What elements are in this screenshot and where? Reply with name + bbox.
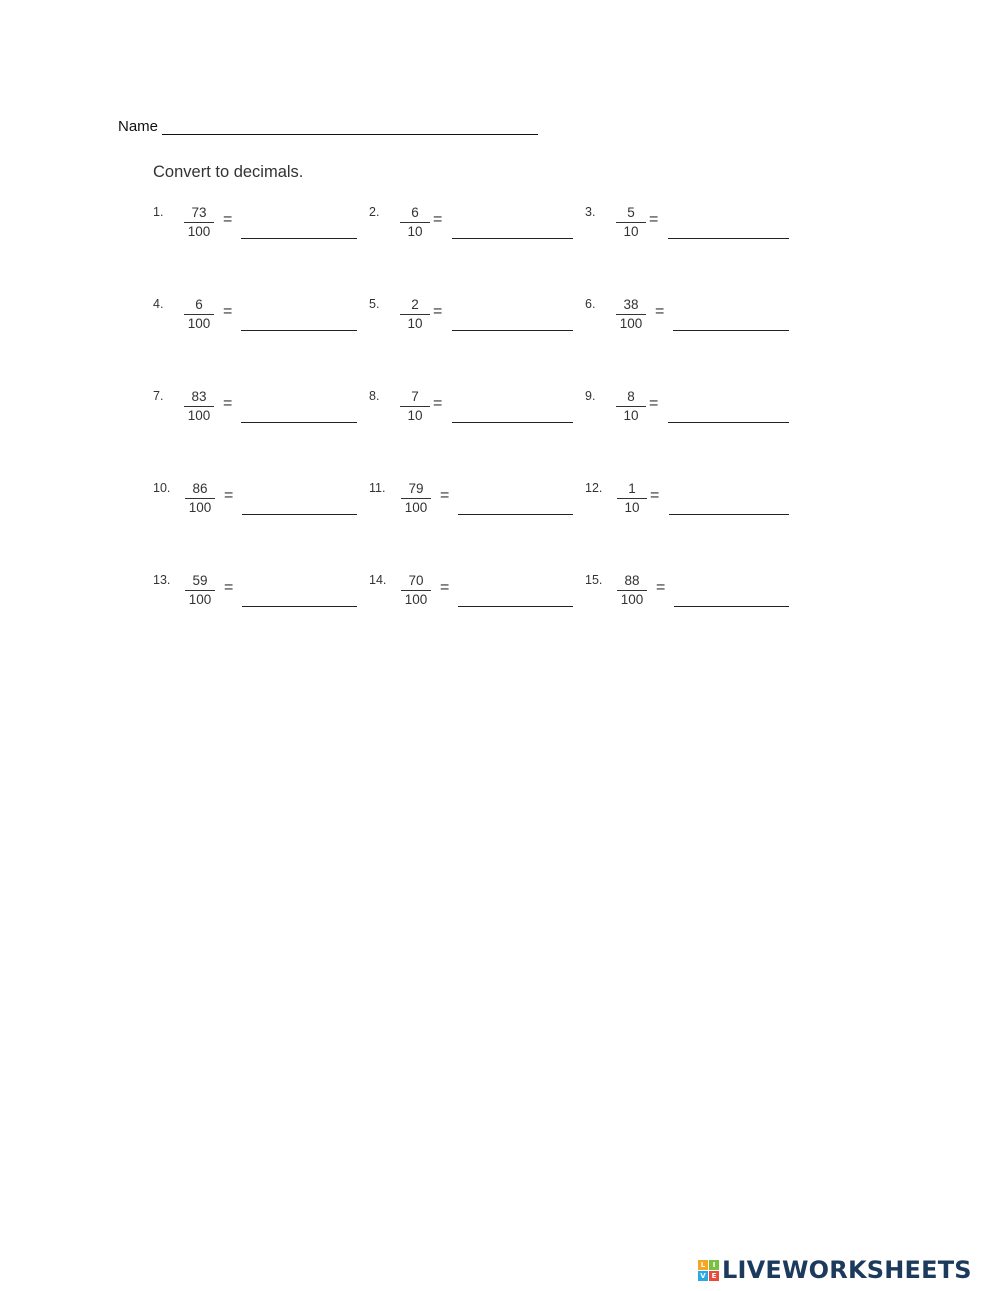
problem-number: 3. (585, 205, 596, 219)
equals-sign: = (224, 487, 234, 504)
fraction-denominator: 10 (407, 316, 423, 331)
equals-sign: = (655, 303, 665, 320)
answer-blank[interactable] (458, 514, 573, 515)
equals-sign: = (440, 487, 450, 504)
fraction (183, 297, 215, 331)
equals-sign: = (223, 395, 233, 412)
problem-number: 15. (585, 573, 603, 587)
equals-sign: = (656, 579, 666, 596)
problem-15 (585, 573, 800, 619)
problem-number: 11. (369, 481, 386, 495)
answer-blank[interactable] (241, 238, 357, 239)
instructions: Convert to decimals. (153, 163, 304, 181)
fraction-denominator: 10 (407, 224, 423, 239)
problem-number: 6. (585, 297, 596, 311)
problem-number: 4. (153, 297, 164, 311)
problem-4 (153, 297, 368, 343)
equals-sign: = (650, 487, 660, 504)
answer-blank[interactable] (242, 606, 357, 607)
fraction-denominator: 10 (623, 224, 639, 239)
fraction-numerator: 1 (628, 481, 636, 496)
fraction-denominator: 100 (187, 408, 211, 423)
answer-blank[interactable] (452, 330, 573, 331)
fraction (184, 573, 216, 607)
answer-blank[interactable] (458, 606, 573, 607)
problem-5 (369, 297, 584, 343)
fraction (184, 481, 216, 515)
fraction-denominator: 100 (187, 224, 211, 239)
equals-sign: = (649, 395, 659, 412)
fraction (616, 481, 648, 515)
problem-13 (153, 573, 368, 619)
answer-blank[interactable] (242, 514, 357, 515)
fraction (615, 297, 647, 331)
problem-12 (585, 481, 800, 527)
answer-blank[interactable] (241, 422, 357, 423)
fraction (399, 297, 431, 331)
fraction-numerator: 73 (191, 205, 207, 220)
fraction-denominator: 10 (623, 408, 639, 423)
problem-10 (153, 481, 368, 527)
liveworksheets-logo (698, 1256, 972, 1284)
fraction-numerator: 8 (627, 389, 635, 404)
fraction (616, 573, 648, 607)
fraction (183, 205, 215, 239)
fraction-denominator: 100 (619, 316, 643, 331)
name-label: Name (118, 118, 159, 135)
fraction-numerator: 5 (627, 205, 635, 220)
logo-block-i: I (709, 1260, 719, 1270)
equals-sign: = (223, 303, 233, 320)
logo-blocks-icon (698, 1260, 719, 1281)
fraction-denominator: 100 (620, 592, 644, 607)
answer-blank[interactable] (452, 238, 573, 239)
problem-3 (585, 205, 800, 251)
equals-sign: = (649, 211, 659, 228)
fraction-numerator: 7 (411, 389, 419, 404)
problem-6 (585, 297, 800, 343)
fraction-numerator: 59 (192, 573, 208, 588)
problem-number: 13. (153, 573, 171, 587)
problem-number: 8. (369, 389, 380, 403)
logo-block-v: V (698, 1271, 708, 1281)
answer-blank[interactable] (668, 238, 789, 239)
problem-number: 1. (153, 205, 164, 219)
fraction-numerator: 38 (623, 297, 639, 312)
fraction (615, 389, 647, 423)
problem-number: 10. (153, 481, 171, 495)
answer-blank[interactable] (241, 330, 357, 331)
logo-text: LIVEWORKSHEETS (722, 1256, 972, 1284)
problem-1 (153, 205, 368, 251)
fraction-denominator: 100 (404, 500, 428, 515)
fraction-numerator: 88 (624, 573, 640, 588)
fraction (400, 481, 432, 515)
fraction-denominator: 10 (624, 500, 640, 515)
problem-number: 5. (369, 297, 380, 311)
fraction-denominator: 10 (407, 408, 423, 423)
problem-9 (585, 389, 800, 435)
fraction-numerator: 70 (408, 573, 424, 588)
fraction-denominator: 100 (404, 592, 428, 607)
problem-number: 2. (369, 205, 380, 219)
problem-number: 14. (369, 573, 387, 587)
equals-sign: = (223, 211, 233, 228)
name-answer-line[interactable] (162, 120, 538, 135)
equals-sign: = (440, 579, 450, 596)
answer-blank[interactable] (669, 514, 789, 515)
problem-14 (369, 573, 584, 619)
fraction-denominator: 100 (187, 316, 211, 331)
logo-block-l: L (698, 1260, 708, 1270)
equals-sign: = (433, 211, 443, 228)
fraction (400, 573, 432, 607)
answer-blank[interactable] (673, 330, 789, 331)
problem-2 (369, 205, 584, 251)
fraction (615, 205, 647, 239)
fraction-denominator: 100 (188, 592, 212, 607)
problem-number: 7. (153, 389, 164, 403)
fraction-numerator: 83 (191, 389, 207, 404)
logo-block-e: E (709, 1271, 719, 1281)
name-field-row (118, 118, 538, 135)
answer-blank[interactable] (668, 422, 789, 423)
equals-sign: = (433, 395, 443, 412)
answer-blank[interactable] (674, 606, 789, 607)
fraction (399, 205, 431, 239)
fraction-numerator: 6 (195, 297, 203, 312)
fraction (399, 389, 431, 423)
fraction-numerator: 6 (411, 205, 419, 220)
problem-number: 9. (585, 389, 596, 403)
problem-number: 12. (585, 481, 603, 495)
fraction-numerator: 86 (192, 481, 208, 496)
fraction-numerator: 79 (408, 481, 424, 496)
equals-sign: = (433, 303, 443, 320)
fraction-denominator: 100 (188, 500, 212, 515)
problem-11 (369, 481, 584, 527)
answer-blank[interactable] (452, 422, 573, 423)
fraction-numerator: 2 (411, 297, 419, 312)
problem-8 (369, 389, 584, 435)
fraction (183, 389, 215, 423)
equals-sign: = (224, 579, 234, 596)
problem-7 (153, 389, 368, 435)
